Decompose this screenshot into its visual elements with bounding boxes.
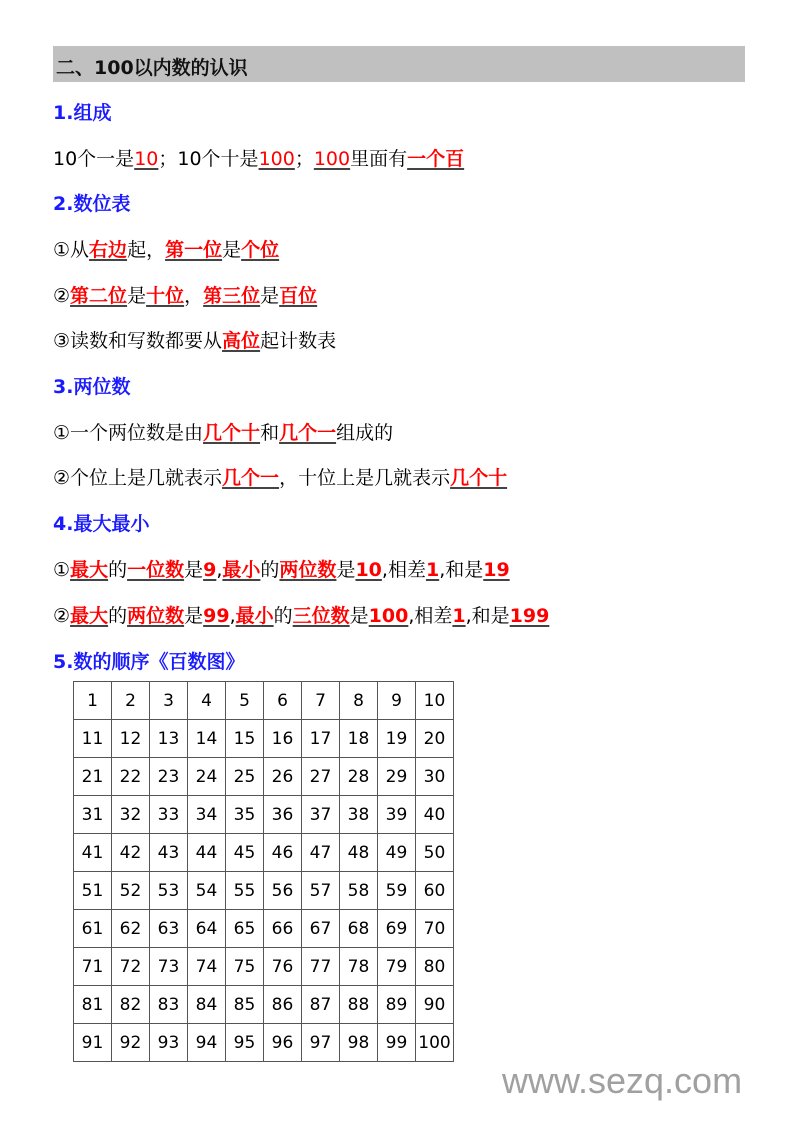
answer: 十位 bbox=[146, 285, 185, 307]
chart-cell: 84 bbox=[188, 986, 226, 1024]
chart-cell: 48 bbox=[340, 834, 378, 872]
chart-cell: 15 bbox=[226, 720, 264, 758]
text: ， bbox=[184, 285, 204, 307]
text: , bbox=[216, 559, 223, 581]
chart-cell: 30 bbox=[416, 758, 454, 796]
chart-cell: 78 bbox=[340, 948, 378, 986]
answer: 100 bbox=[368, 605, 409, 627]
text: 是 bbox=[222, 239, 242, 261]
text: 是 bbox=[336, 559, 356, 581]
chart-cell: 97 bbox=[302, 1024, 340, 1062]
heading-hundred-chart: 5.数的顺序《百数图》 bbox=[53, 651, 245, 673]
chart-cell: 12 bbox=[112, 720, 150, 758]
chart-cell: 59 bbox=[378, 872, 416, 910]
chart-cell: 83 bbox=[150, 986, 188, 1024]
chart-cell: 6 bbox=[264, 682, 302, 720]
chart-cell: 60 bbox=[416, 872, 454, 910]
answer: 1 bbox=[452, 605, 466, 627]
chart-cell: 95 bbox=[226, 1024, 264, 1062]
max-min-line-1 bbox=[53, 558, 510, 582]
text: 的 bbox=[260, 559, 280, 581]
text: ； bbox=[294, 148, 314, 170]
chart-cell: 93 bbox=[150, 1024, 188, 1062]
answer: 几个十 bbox=[203, 422, 261, 444]
chart-cell: 26 bbox=[264, 758, 302, 796]
answer: 几个一 bbox=[222, 467, 280, 489]
answer: 100 bbox=[313, 148, 351, 170]
place-value-line-1 bbox=[53, 238, 279, 262]
chart-cell: 64 bbox=[188, 910, 226, 948]
answer: 19 bbox=[483, 559, 510, 581]
chart-cell: 70 bbox=[416, 910, 454, 948]
chart-row bbox=[74, 834, 454, 872]
chart-cell: 57 bbox=[302, 872, 340, 910]
chart-cell: 72 bbox=[112, 948, 150, 986]
chart-cell: 22 bbox=[112, 758, 150, 796]
answer: 10 bbox=[134, 148, 159, 170]
place-value-line-2 bbox=[53, 284, 317, 308]
chart-cell: 13 bbox=[150, 720, 188, 758]
chart-cell: 89 bbox=[378, 986, 416, 1024]
chart-cell: 74 bbox=[188, 948, 226, 986]
text: 和 bbox=[260, 422, 280, 444]
text: ③读数和写数都要从 bbox=[53, 330, 223, 352]
chart-cell: 52 bbox=[112, 872, 150, 910]
answer: 高位 bbox=[222, 330, 261, 352]
chart-cell: 31 bbox=[74, 796, 112, 834]
hundred-chart-table bbox=[73, 681, 454, 1062]
answer: 第三位 bbox=[203, 285, 261, 307]
text: ,和是 bbox=[439, 559, 484, 581]
text: 是 bbox=[184, 559, 204, 581]
text: ①从 bbox=[53, 239, 90, 261]
answer: 最大 bbox=[70, 605, 109, 627]
chart-cell: 8 bbox=[340, 682, 378, 720]
chart-cell: 25 bbox=[226, 758, 264, 796]
answer: 个位 bbox=[241, 239, 280, 261]
chart-row bbox=[74, 758, 454, 796]
answer: 100 bbox=[258, 148, 295, 170]
chart-cell: 35 bbox=[226, 796, 264, 834]
chart-cell: 77 bbox=[302, 948, 340, 986]
heading-place-value: 2.数位表 bbox=[53, 193, 131, 215]
chart-cell: 82 bbox=[112, 986, 150, 1024]
text: ,相差 bbox=[381, 559, 426, 581]
text: , bbox=[229, 605, 236, 627]
chart-cell: 73 bbox=[150, 948, 188, 986]
chart-cell: 49 bbox=[378, 834, 416, 872]
chart-cell: 16 bbox=[264, 720, 302, 758]
chart-cell: 42 bbox=[112, 834, 150, 872]
chart-cell: 96 bbox=[264, 1024, 302, 1062]
chart-cell: 65 bbox=[226, 910, 264, 948]
answer: 一个百 bbox=[407, 148, 465, 170]
chart-cell: 23 bbox=[150, 758, 188, 796]
chart-cell: 7 bbox=[302, 682, 340, 720]
text: 的 bbox=[273, 605, 293, 627]
place-value-line-3 bbox=[53, 329, 336, 353]
chart-cell: 94 bbox=[188, 1024, 226, 1062]
chart-cell: 100 bbox=[416, 1024, 454, 1062]
chart-row bbox=[74, 1024, 454, 1062]
chart-cell: 63 bbox=[150, 910, 188, 948]
chart-cell: 29 bbox=[378, 758, 416, 796]
answer: 右边 bbox=[89, 239, 128, 261]
text: ② bbox=[53, 285, 71, 307]
chart-cell: 5 bbox=[226, 682, 264, 720]
answer: 百位 bbox=[279, 285, 318, 307]
chart-cell: 90 bbox=[416, 986, 454, 1024]
chart-cell: 50 bbox=[416, 834, 454, 872]
text: 是 bbox=[127, 285, 147, 307]
answer: 几个十 bbox=[450, 467, 508, 489]
chart-cell: 38 bbox=[340, 796, 378, 834]
section-title-bar bbox=[53, 46, 745, 82]
chart-cell: 99 bbox=[378, 1024, 416, 1062]
chart-cell: 39 bbox=[378, 796, 416, 834]
chart-cell: 33 bbox=[150, 796, 188, 834]
chart-cell: 32 bbox=[112, 796, 150, 834]
answer: 几个一 bbox=[279, 422, 337, 444]
chart-cell: 55 bbox=[226, 872, 264, 910]
answer: 两位数 bbox=[127, 605, 185, 627]
chart-cell: 44 bbox=[188, 834, 226, 872]
text: ② bbox=[53, 605, 71, 627]
text: 是 bbox=[260, 285, 280, 307]
chart-cell: 81 bbox=[74, 986, 112, 1024]
chart-cell: 21 bbox=[74, 758, 112, 796]
text: 组成的 bbox=[336, 422, 394, 444]
chart-cell: 18 bbox=[340, 720, 378, 758]
text: ,和是 bbox=[465, 605, 510, 627]
chart-cell: 71 bbox=[74, 948, 112, 986]
chart-cell: 79 bbox=[378, 948, 416, 986]
chart-cell: 34 bbox=[188, 796, 226, 834]
chart-cell: 27 bbox=[302, 758, 340, 796]
chart-cell: 56 bbox=[264, 872, 302, 910]
answer: 一位数 bbox=[127, 559, 185, 581]
chart-cell: 75 bbox=[226, 948, 264, 986]
chart-row bbox=[74, 910, 454, 948]
text: 10个一是 bbox=[53, 148, 135, 170]
section-title: 二、100以内数的认识 bbox=[56, 57, 248, 79]
chart-cell: 54 bbox=[188, 872, 226, 910]
chart-cell: 85 bbox=[226, 986, 264, 1024]
chart-cell: 58 bbox=[340, 872, 378, 910]
text: 的 bbox=[108, 559, 128, 581]
text: ；10个十是 bbox=[158, 148, 259, 170]
chart-cell: 10 bbox=[416, 682, 454, 720]
text: 里面有 bbox=[350, 148, 408, 170]
answer: 1 bbox=[425, 559, 440, 581]
chart-cell: 11 bbox=[74, 720, 112, 758]
chart-row bbox=[74, 872, 454, 910]
text: ②个位上是几就表示 bbox=[53, 467, 223, 489]
text: 起计数表 bbox=[260, 330, 337, 352]
answer: 99 bbox=[203, 605, 230, 627]
max-min-line-2 bbox=[53, 604, 549, 628]
chart-cell: 66 bbox=[264, 910, 302, 948]
chart-cell: 43 bbox=[150, 834, 188, 872]
chart-cell: 20 bbox=[416, 720, 454, 758]
chart-cell: 41 bbox=[74, 834, 112, 872]
chart-row bbox=[74, 682, 454, 720]
chart-cell: 51 bbox=[74, 872, 112, 910]
answer: 最小 bbox=[235, 605, 274, 627]
answer: 最小 bbox=[222, 559, 261, 581]
chart-cell: 68 bbox=[340, 910, 378, 948]
text: ① bbox=[53, 559, 71, 581]
chart-cell: 45 bbox=[226, 834, 264, 872]
watermark: www.sezq.com bbox=[502, 1060, 743, 1101]
chart-cell: 24 bbox=[188, 758, 226, 796]
chart-cell: 19 bbox=[378, 720, 416, 758]
chart-cell: 92 bbox=[112, 1024, 150, 1062]
text: 的 bbox=[108, 605, 128, 627]
chart-cell: 40 bbox=[416, 796, 454, 834]
chart-cell: 86 bbox=[264, 986, 302, 1024]
chart-cell: 28 bbox=[340, 758, 378, 796]
chart-cell: 46 bbox=[264, 834, 302, 872]
answer: 第一位 bbox=[165, 239, 223, 261]
chart-cell: 9 bbox=[378, 682, 416, 720]
chart-cell: 76 bbox=[264, 948, 302, 986]
chart-cell: 67 bbox=[302, 910, 340, 948]
chart-cell: 91 bbox=[74, 1024, 112, 1062]
chart-cell: 3 bbox=[150, 682, 188, 720]
answer: 9 bbox=[203, 559, 217, 581]
chart-cell: 87 bbox=[302, 986, 340, 1024]
chart-cell: 53 bbox=[150, 872, 188, 910]
chart-cell: 88 bbox=[340, 986, 378, 1024]
text: 是 bbox=[184, 605, 204, 627]
chart-cell: 36 bbox=[264, 796, 302, 834]
chart-row bbox=[74, 986, 454, 1024]
two-digit-line-2 bbox=[53, 466, 507, 490]
chart-row bbox=[74, 948, 454, 986]
chart-cell: 62 bbox=[112, 910, 150, 948]
answer: 10 bbox=[355, 559, 382, 581]
chart-cell: 1 bbox=[74, 682, 112, 720]
chart-row bbox=[74, 796, 454, 834]
chart-cell: 47 bbox=[302, 834, 340, 872]
text: ,相差 bbox=[408, 605, 453, 627]
composition-line bbox=[53, 147, 464, 171]
answer: 三位数 bbox=[292, 605, 350, 627]
chart-cell: 2 bbox=[112, 682, 150, 720]
chart-cell: 98 bbox=[340, 1024, 378, 1062]
text: 是 bbox=[349, 605, 369, 627]
heading-max-min: 4.最大最小 bbox=[53, 513, 150, 535]
heading-composition: 1.组成 bbox=[53, 102, 112, 124]
chart-cell: 14 bbox=[188, 720, 226, 758]
text: 起， bbox=[127, 239, 166, 261]
two-digit-line-1 bbox=[53, 421, 393, 445]
text: ，十位上是几就表示 bbox=[279, 467, 451, 489]
chart-cell: 17 bbox=[302, 720, 340, 758]
answer: 第二位 bbox=[70, 285, 128, 307]
chart-row bbox=[74, 720, 454, 758]
answer: 最大 bbox=[70, 559, 109, 581]
chart-cell: 69 bbox=[378, 910, 416, 948]
answer: 199 bbox=[509, 605, 550, 627]
chart-cell: 80 bbox=[416, 948, 454, 986]
text: ①一个两位数是由 bbox=[53, 422, 204, 444]
answer: 两位数 bbox=[279, 559, 337, 581]
chart-cell: 4 bbox=[188, 682, 226, 720]
chart-cell: 61 bbox=[74, 910, 112, 948]
heading-two-digit: 3.两位数 bbox=[53, 376, 131, 398]
chart-cell: 37 bbox=[302, 796, 340, 834]
